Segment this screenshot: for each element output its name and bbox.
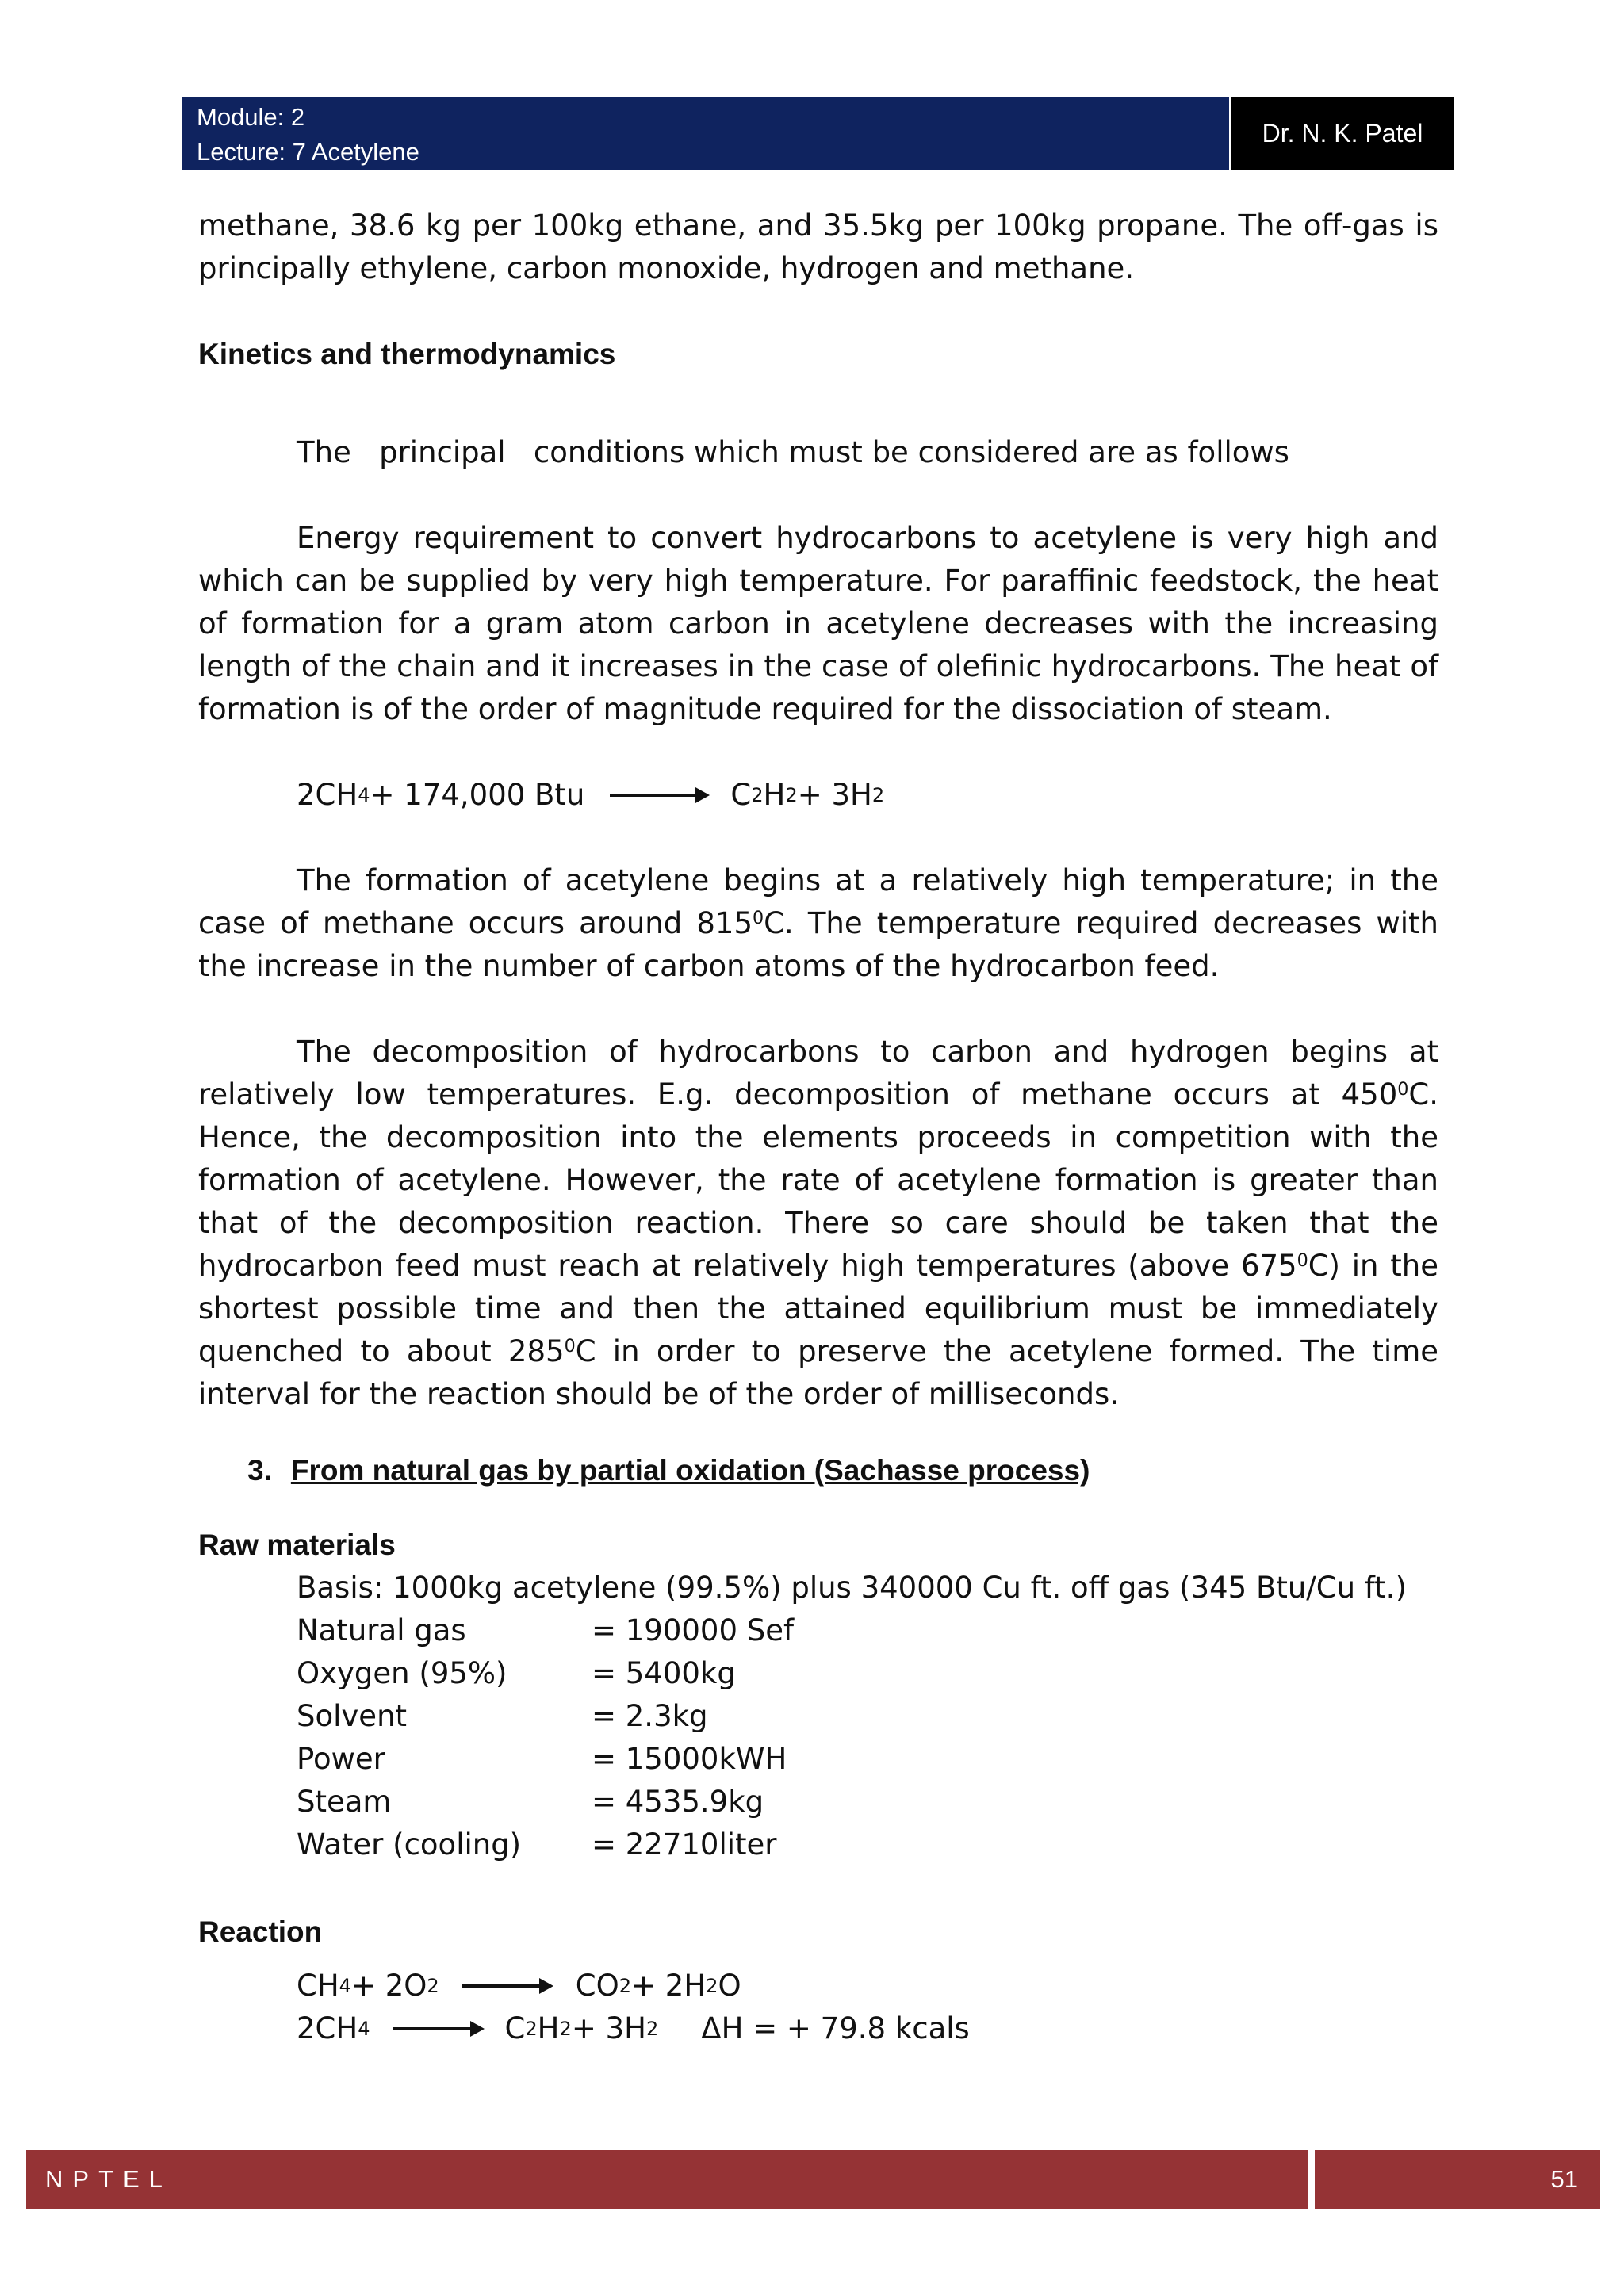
formation-text: C. The temperature required decreases with the increase in the number of carbon atoms of the hydrocarbon feed. <box>198 906 1438 983</box>
reaction-heading: Reaction <box>198 1915 323 1948</box>
section-number: 3. <box>247 1454 272 1487</box>
section-heading <box>198 1449 1438 1492</box>
rxn1-product: O <box>718 1969 741 2003</box>
reaction-combustion: CH 4 + 2O 2 CO 2 + 2H 2 O <box>198 1965 1438 2007</box>
eq1-reactant: 2CH <box>297 778 358 812</box>
decomposition-text: C in order to preserve the acetylene formed. The time interval for the reaction should be of the order of milliseconds. <box>198 1334 1438 1411</box>
raw-material-row <box>198 1823 1438 1866</box>
rxn1-reactant: CH <box>297 1969 339 2003</box>
raw-material-value: = 22710liter <box>592 1827 777 1862</box>
decomposition-text: C. Hence, the decomposition into the elements proceeds in competition with the formation of acetylene. However, the rate of acetylene formation is greater than that of the decomposition reaction. There so care should be taken that the hydrocarbon feed must reach at relatively high temperatures (above 675 <box>198 1077 1438 1283</box>
raw-material-name: Oxygen (95%) <box>297 1656 508 1690</box>
kinetics-heading: Kinetics and thermodynamics <box>198 338 616 370</box>
basis-text: Basis: 1000kg acetylene (99.5%) plus 340000 Cu ft. off gas (345 Btu/Cu ft.) <box>297 1571 1407 1605</box>
raw-material-row <box>198 1738 1438 1781</box>
reaction-arrow-icon <box>393 2027 481 2030</box>
decomposition-text: The decomposition of hydrocarbons to carbon and hydrogen begins at relatively low temperatures. E.g. decomposition of methane occurs at 450 <box>198 1035 1438 1112</box>
decomposition-paragraph <box>198 1031 1438 1416</box>
author-name: Dr. N. K. Patel <box>1262 118 1423 147</box>
conditions-paragraph: The principal conditions which must be considered are as follows <box>297 435 1289 469</box>
eq1-product: C <box>730 778 752 812</box>
rxn2-product: + 3H <box>571 2011 646 2045</box>
raw-material-value: = 2.3kg <box>592 1699 708 1733</box>
raw-material-value: = 15000kWH <box>592 1742 787 1776</box>
reaction-cracking: 2CH 4 C 2 H 2 + 3H 2 ΔH = + 79.8 kcals <box>198 2007 1438 2050</box>
rxn1-product: + 2H <box>631 1969 707 2003</box>
raw-material-row <box>198 1609 1438 1652</box>
rxn1-product: CO <box>575 1969 619 2003</box>
author-banner <box>1231 97 1454 170</box>
intro-paragraph: methane, 38.6 kg per 100kg ethane, and 35.5kg per 100kg propane. The off-gas is principally ethylene, carbon monoxide, hydrogen and methane. <box>198 209 1438 285</box>
rxn2-reactant: 2CH <box>297 2011 358 2045</box>
degree-mark: 0 <box>564 1335 576 1357</box>
degree-mark: 0 <box>1297 1249 1308 1271</box>
page-number: 51 <box>1550 2165 1578 2193</box>
eq1-product: + 3H <box>797 778 872 812</box>
raw-material-row <box>198 1652 1438 1695</box>
raw-material-row <box>198 1781 1438 1823</box>
rxn2-product: C <box>504 2011 526 2045</box>
reaction-arrow-icon <box>462 1984 550 1988</box>
raw-material-name: Natural gas <box>297 1613 466 1647</box>
raw-material-value: = 190000 Sef <box>592 1613 795 1647</box>
eq1-product: H <box>763 778 786 812</box>
raw-material-name: Steam <box>297 1785 392 1819</box>
degree-mark: 0 <box>1397 1078 1409 1100</box>
eq1-energy: + 174,000 Btu <box>370 778 585 812</box>
rxn2-product: H <box>537 2011 560 2045</box>
section-title: From natural gas by partial oxidation (Sachasse process) <box>290 1454 1090 1487</box>
module-label: Module: 2 <box>197 103 305 131</box>
raw-material-name: Water (cooling) <box>297 1827 522 1862</box>
enthalpy-value: ΔH = + 79.8 kcals <box>701 2011 970 2045</box>
raw-material-name: Power <box>297 1742 385 1776</box>
degree-mark: 0 <box>752 907 764 928</box>
reaction-arrow-icon <box>610 794 707 797</box>
decomposition-text: C) in the shortest possible time and then the attained equilibrium must be immediately quenched to about 285 <box>198 1249 1438 1368</box>
page-content <box>198 205 1438 2050</box>
footer-org: NPTEL <box>45 2165 172 2193</box>
energy-paragraph: Energy requirement to convert hydrocarbons to acetylene is very high and which can be supplied by very high temperature. For paraffinic feedstock, the heat of formation for a gram atom carbon in acetylene decreases with the increasing length of the chain and it increases in the case of olefinic hydrocarbons. The heat of formation is of the order of magnitude required for the dissociation of steam. <box>198 521 1438 726</box>
raw-materials-heading: Raw materials <box>198 1529 396 1561</box>
lecture-label: Lecture: 7 Acetylene <box>197 138 419 166</box>
raw-material-value: = 4535.9kg <box>592 1785 764 1819</box>
formation-paragraph <box>198 859 1438 988</box>
raw-material-value: = 5400kg <box>592 1656 736 1690</box>
rxn1-reactant: + 2O <box>350 1969 427 2003</box>
header-module-banner <box>182 97 1229 170</box>
raw-material-row <box>198 1695 1438 1738</box>
footer-page-banner <box>1315 2150 1600 2209</box>
footer-org-banner <box>26 2150 1308 2209</box>
formation-text: The formation of acetylene begins at a relatively high temperature; in the case of methane occurs around 815 <box>198 863 1438 940</box>
raw-material-name: Solvent <box>297 1699 408 1733</box>
basis-line <box>198 1567 1438 1609</box>
equation-methane-to-acetylene: 2CH 4 + 174,000 Btu C 2 H 2 + 3H 2 <box>198 774 1438 817</box>
